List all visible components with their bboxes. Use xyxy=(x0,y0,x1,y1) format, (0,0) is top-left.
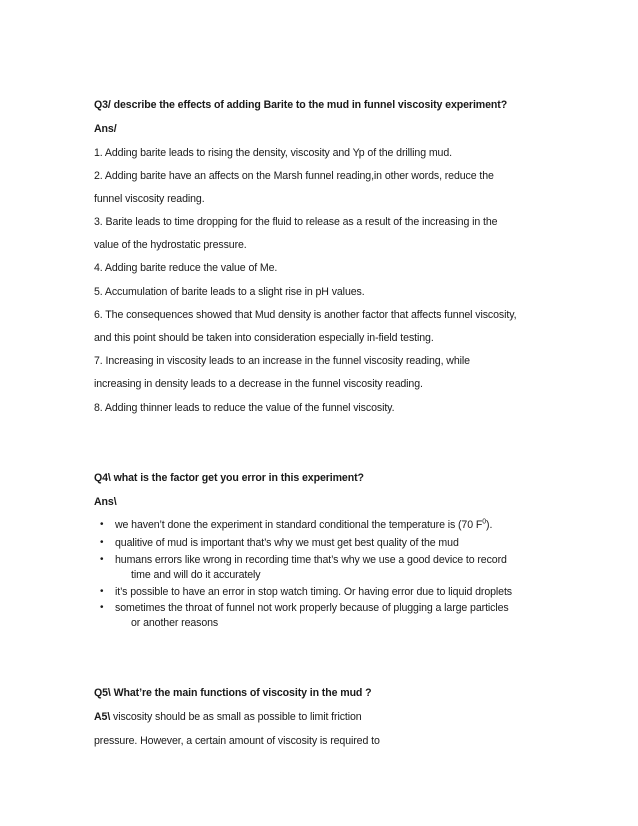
q3-line-7: 5. Accumulation of barite leads to a slight rise in pH values. xyxy=(94,286,365,298)
q3-line-11: increasing in density leads to a decrease in the funnel viscosity reading. xyxy=(94,378,423,390)
q5-heading: Q5\ What’re the main functions of viscosity in the mud ? xyxy=(94,687,372,699)
q3-line-2: 2. Adding barite have an affects on the Marsh funnel reading,in other words, reduce the xyxy=(94,170,494,182)
q3-line-5: value of the hydrostatic pressure. xyxy=(94,239,247,251)
q3-line-1: 1. Adding barite leads to rising the density, viscosity and Yp of the drilling mud. xyxy=(94,147,452,159)
q5-answer-line-2: pressure. However, a certain amount of viscosity is required to xyxy=(94,735,380,747)
q3-line-3: funnel viscosity reading. xyxy=(94,193,205,205)
q3-line-10: 7. Increasing in viscosity leads to an increase in the funnel viscosity reading, while xyxy=(94,355,470,367)
q4-answer-label: Ans\ xyxy=(94,496,117,508)
list-item: • we haven’t done the experiment in standard conditional the temperature is (70 $F^0$). xyxy=(100,518,493,531)
q3-line-9: and this point should be taken into consideration especially in-field testing. xyxy=(94,332,434,344)
q4-heading: Q4\ what is the factor get you error in this experiment? xyxy=(94,472,364,484)
q3-answer-label: Ans/ xyxy=(94,123,117,135)
q3-line-4: 3. Barite leads to time dropping for the fluid to release as a result of the increasing in the xyxy=(94,216,498,228)
list-item: • it’s possible to have an error in stop watch timing. Or having error due to liquid droplets xyxy=(100,586,513,598)
q3-line-12: 8. Adding thinner leads to reduce the value of the funnel viscosity. xyxy=(94,402,395,414)
q3-line-8: 6. The consequences showed that Mud density is another factor that affects funnel viscosity, xyxy=(94,309,517,321)
bullet-icon: • xyxy=(100,537,104,548)
a5-label: A5\ xyxy=(94,711,111,723)
list-item: • humans errors like wrong in recording time that’s why we use a good device to record xyxy=(100,554,507,566)
list-item-continuation: time and will do it accurately xyxy=(131,569,261,581)
list-item: • sometimes the throat of funnel not work properly because of plugging a large particles xyxy=(100,602,509,614)
q3-heading: Q3/ describe the effects of adding Barite to the mud in funnel viscosity experiment? xyxy=(94,99,508,111)
list-item: • qualitive of mud is important that’s why we must get best quality of the mud xyxy=(100,537,459,549)
list-item-continuation: or another reasons xyxy=(131,617,219,629)
bullet-icon: • xyxy=(100,602,104,613)
q3-line-6: 4. Adding barite reduce the value of Me. xyxy=(94,262,278,274)
bullet-icon: • xyxy=(100,519,104,530)
bullet-icon: • xyxy=(100,586,104,597)
bullet-icon: • xyxy=(100,554,104,565)
q5-answer-line-1: A5\ viscosity should be as small as possible to limit friction xyxy=(94,711,362,723)
